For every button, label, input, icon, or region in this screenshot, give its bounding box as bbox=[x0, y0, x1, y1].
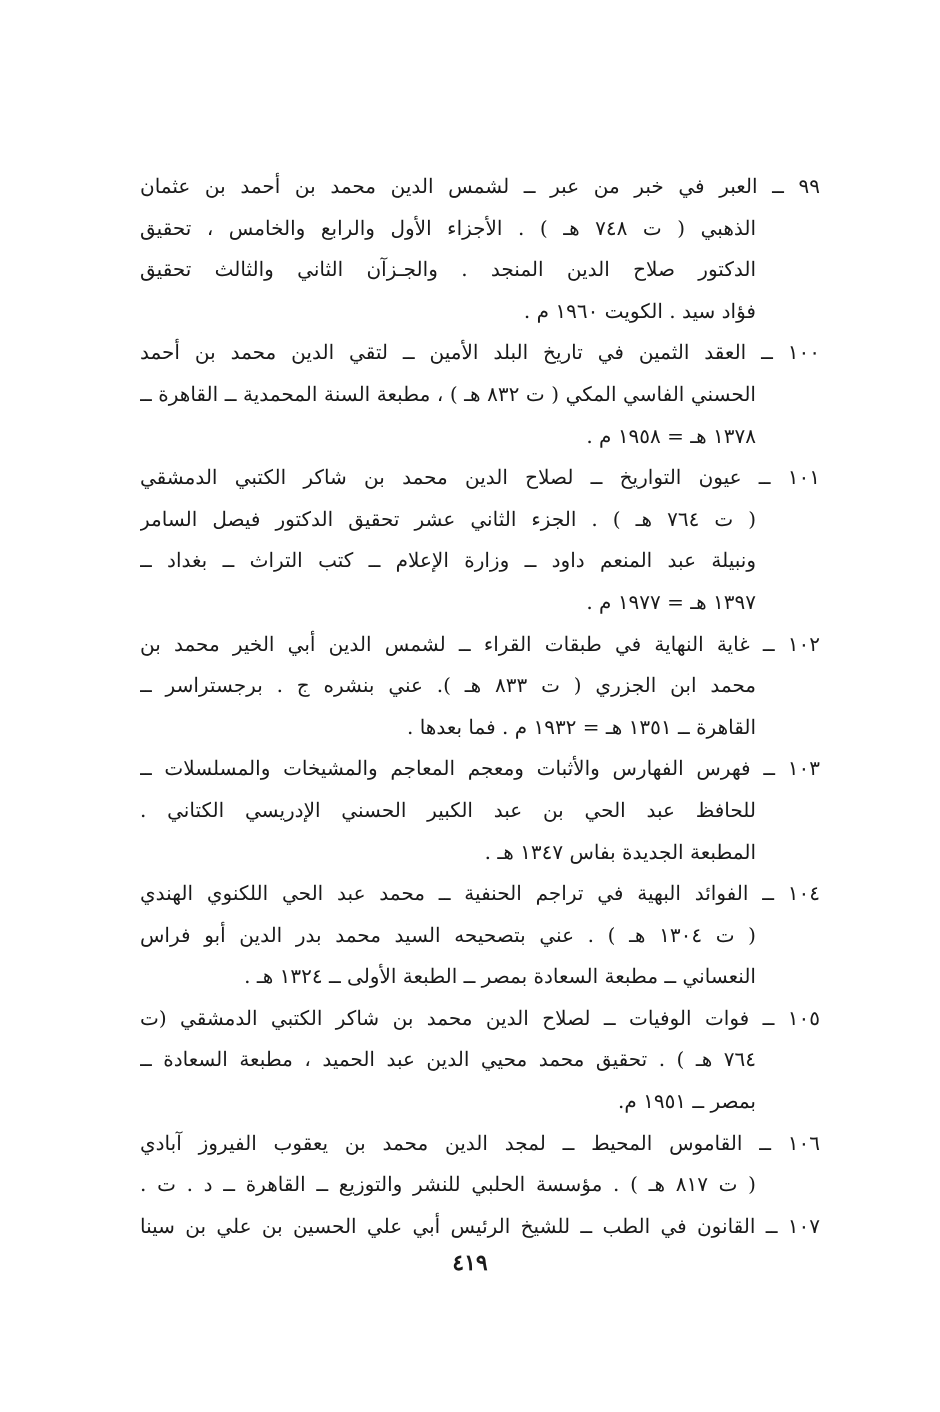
entry-line: ١٠٥ ــ فوات الوفيات ــ لصلاح الدين محمد بن شاكر الكتبي الدمشقي (ت bbox=[140, 1005, 820, 1030]
entry-line: ١٠٣ ــ فهرس الفهارس والأثبات ومعجم المعاجم والمشيخات والمسلسلات ــ bbox=[140, 756, 820, 781]
entry-line: الدكتور صلاح الدين المنجد . والجـزآن الثاني والثالث تحقيق bbox=[140, 257, 756, 282]
page-number: ٤١٩ bbox=[452, 1250, 488, 1276]
entry-line: الذهبي ( ت ٧٤٨ هـ ) . الأجزاء الأول والرابع والخامس ، تحقيق bbox=[140, 215, 757, 240]
entry-line: ١٣٩٧ هـ = ١٩٧٧ م . bbox=[586, 589, 756, 614]
entry-line: المطبعة الجديدة بفاس ١٣٤٧ هـ . bbox=[484, 839, 756, 864]
bibliography-entry-106 bbox=[140, 1123, 820, 1206]
entry-line: للحافظ عبد الحي بن عبد الكبير الحسني الإدريسي الكتاني . bbox=[140, 797, 756, 822]
bibliography-entry-101 bbox=[140, 457, 820, 623]
entry-line: القاهرة ــ ١٣٥١ هـ = ١٩٣٢ م . فما بعدها . bbox=[406, 714, 756, 739]
bibliography-list bbox=[140, 166, 820, 1247]
entry-line: ١٠٧ ــ القانون في الطب ــ للشيخ الرئيس أبي علي الحسين بن علي بن سينا bbox=[140, 1213, 820, 1238]
entry-line: ١٠٦ ــ القاموس المحيط ــ لمجد الدين محمد بن يعقوب الفيروز آبادي bbox=[140, 1130, 820, 1155]
bibliography-entry-104 bbox=[140, 873, 820, 998]
entry-line: ( ت ١٣٠٤ هـ ) . عني بتصحيحه السيد محمد بدر الدين أبو فراس bbox=[140, 922, 756, 947]
entry-line: ٩٩ ــ العبر في خبر من عبر ــ لشمس الدين محمد بن أحمد بن عثمان bbox=[140, 174, 820, 198]
entry-line: الحسني الفاسي المكي ( ت ٨٣٢ هـ ) ، مطبعة السنة المحمدية ــ القاهرة ــ bbox=[140, 381, 756, 406]
entry-line: فؤاد سيد . الكويت ١٩٦٠ م . bbox=[523, 298, 756, 323]
bibliography-entry-107 bbox=[140, 1206, 820, 1248]
entry-line: ١٠١ ــ عيون التواريخ ــ لصلاح الدين محمد بن شاكر الكتبي الدمشقي bbox=[140, 465, 820, 490]
bibliography-entry-105 bbox=[140, 998, 820, 1123]
entry-line: بمصر ــ ١٩٥١ م. bbox=[617, 1089, 756, 1114]
entry-line: ١٠٤ ــ الفوائد البهية في تراجم الحنفية ــ محمد عبد الحي اللكنوي الهندي bbox=[140, 881, 820, 906]
bibliography-entry-100 bbox=[140, 332, 820, 457]
entry-line: ١٠٠ ــ العقد الثمين في تاريخ البلد الأمين ــ لتقي الدين محمد بن أحمد bbox=[140, 340, 820, 365]
entry-line: محمد ابن الجزري ( ت ٨٣٣ هـ ). عني بنشره ج . برجستراسر ــ bbox=[140, 673, 757, 698]
entry-line: ونبيلة عبد المنعم داود ــ وزارة الإعلام ــ كتب التراث ــ بغداد ــ bbox=[140, 548, 756, 573]
entry-line: النعساني ــ مطبعة السعادة بمصر ــ الطبعة الأولى ــ ١٣٢٤ هـ . bbox=[244, 964, 756, 989]
entry-line: ١٣٧٨ هـ = ١٩٥٨ م . bbox=[586, 423, 756, 448]
entry-line: ( ت ٨١٧ هـ ) . مؤسسة الحلبي للنشر والتوزيع ــ القاهرة ــ د . ت . bbox=[140, 1172, 756, 1197]
entry-line: ١٠٢ ــ غاية النهاية في طبقات القراء ــ لشمس الدين أبي الخير محمد بن bbox=[140, 631, 820, 656]
entry-line: ( ت ٧٦٤ هـ ) . الجزء الثاني عشر تحقيق الدكتور فيصل السامر bbox=[140, 506, 756, 531]
entry-line: ٧٦٤ هـ ) . تحقيق محمد محيي الدين عبد الحميد ، مطبعة السعادة ــ bbox=[140, 1047, 756, 1072]
bibliography-entry-102 bbox=[140, 624, 820, 749]
bibliography-entry-103 bbox=[140, 748, 820, 873]
bibliography-entry-99 bbox=[140, 166, 820, 332]
